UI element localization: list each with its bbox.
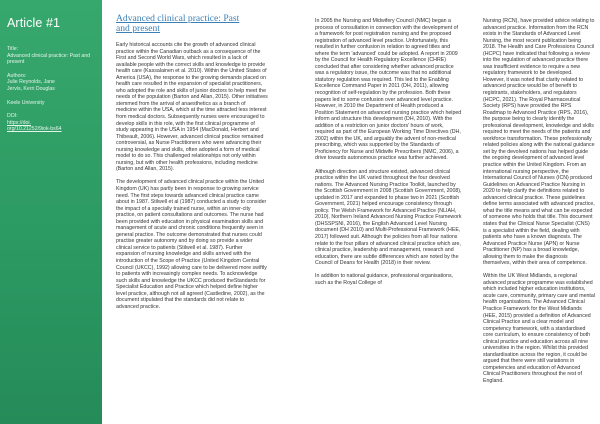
doi-meta bbox=[7, 113, 102, 133]
authors-line-1: Julie Reynolds, Jane bbox=[7, 79, 55, 86]
paragraph: Within the UK West Midlands, a regional advanced practice programme was established which included higher education institutions, acute care, community, primary care and mental health organisations. The Advanced Clinical Practice Framework for the West Midlands (HEE, 2015) provided a definition of Advanced Clinical Practice and a clear model and competency framework, with a standardised core curriculum, to ensure consistency of both clinical practice and education across all nine universities in the region. Whilst this provided standardisation across the region, it could be argued that there were still variations in competencies and education of Advanced Clinical Practitioners throughout the rest of England. bbox=[483, 273, 595, 385]
paragraph: Early historical accounts cite the growth of advanced clinical practice within the Canadian outback as a consequence of the First and Second World Wars, which resulted in a lack of available people with the correct skills and knowledge to provide health care (Kassalainen et al. 2010). Within the United States of America (USA), the response to the growing demands placed on health care resulted in the expansion of specialist practitioners, who adopted the role and skills of junior doctors to help meet the needs of the population (Barton and Allan, 2015). Other initiatives stemmed from the arrival of anaesthetics as a branch of medicine within the USA, which at the time attracted less interest from medical doctors. Subsequently nurses were encouraged to develop skills in this role, with the first clinical programme of study appearing in the USA in 1954 (MacDonald, Herbert and Thibeault, 2006). However, advanced clinical practice remained controversial, as Nurse Practitioners who were advancing their nursing knowledge and skills, often adopted a form of medical model to do so. This challenged relationships not only within nursing, but with other health professions, including medicine (Barton and Allan, 2015). bbox=[116, 42, 268, 173]
column-3 bbox=[483, 18, 595, 391]
column-2 bbox=[315, 18, 462, 293]
article-title-line-2: and present bbox=[116, 23, 160, 34]
title-meta bbox=[7, 46, 102, 66]
paragraph: In addition to national guidance, professional organisations, such as the Royal College of bbox=[315, 273, 454, 286]
authors-line-2: Jervis, Kerri Douglas bbox=[7, 85, 55, 92]
doi-link-line-2[interactable]: org/10.21252/9iok-bs64 bbox=[7, 126, 62, 133]
title-value: Advanced clinical practice: Past and present bbox=[7, 52, 91, 66]
affiliation: Keele University bbox=[7, 99, 45, 106]
paragraph: In 2005 the Nursing and Midwifery Council (NMC) began a process of consultation in connection with the development of a framework for post registration nursing and the proposed registration of advanced level practice. Unfortunately, this resulted in further confusion in relation to agreed titles and where the term 'advanced' could be adopted. A report in 2009 by the Council for Health Regulatory Excellence (CHRE) concluded that after considering whether advanced practice was a regulatory issue, the outcome was that no additional statutory regulation was required. This led to the Enabling Excellence Command Paper in 2011 (DH, 2011), allowing recognition of self-regulation by the profession. Both these papers led to some confusion over advanced level practice. However, in 2010 the Department of Health produced a Position Statement on advanced nursing practice which helped inform and structure this development (DH, 2010). With the addition of a restriction on junior doctors' hours of work, required as part of the European Working Time Directives (DH, 2002) within the UK, and arguably the advent of non-medical prescribing, which was supported by the Standards of Proficiency for Nurse and Midwife Prescribers (NMC, 2006), a drive towards autonomous practice was further achieved. bbox=[315, 18, 462, 162]
affiliation-meta bbox=[7, 100, 102, 107]
doi-label: DOI: bbox=[7, 113, 18, 120]
article-title bbox=[116, 14, 268, 34]
title-label: Title: bbox=[7, 46, 19, 52]
article-number: Article #1 bbox=[7, 16, 61, 30]
authors-meta bbox=[7, 73, 102, 93]
column-1 bbox=[116, 14, 268, 317]
paragraph: The development of advanced clinical practice within the United Kingdom (UK) has partly been in response to growing service need. The first steps towards advanced clinical practice came about in 1987. Stilwell et al (1987) conducted a study to consider the impact of a specially trained nurse, within an inner-city practice, on patient consultations and outcomes. The nurse had been provided with education in physical examination skills and management of acute and chronic conditions frequently seen in general practice. The outcome demonstrated that nurses could practise greater autonomy and by doing so provide a wider clinical service to patients (Stilwell et al. 1987). Further expansion of nursing knowledge and skills arrived with the introduction of the Scope of Practice (United Kingdom Central Council (UKCC), 1992) allowing care to be delivered more swiftly to patients with increasingly complex needs. To acknowledge such skills and knowledge the UKCC produced theStandards for Specialist Education and Practice which helped define higher level practice, although not all agreed (Castledine, 2002), as the document stipulated that the standards did not relate to advanced practice. bbox=[116, 179, 267, 310]
doi-link-line-1[interactable]: https://doi. bbox=[7, 119, 31, 126]
authors-label: Authors: bbox=[7, 72, 27, 79]
article-body bbox=[102, 0, 600, 424]
paragraph: Although direction and structure existed, advanced clinical practice within the UK varied throughout the four devolved nations. The Advanced Nursing Practice Toolkit, launched by the Scottish Government in 2008 (Scottish Government, 2008), updated in 2017 and expanded to phase two in 2021 (Scottish Government, 2021) helped encourage consistency through policy. The Welsh Framework for Advanced Practice (NLIAH, 2010), Northern Ireland Advanced Nursing Practice Framework (DHSSPSNI, 2016), the English Advanced Level Nursing document (DH 2010) and Multi-Professional Framework (HEE, 2017) followed suit. Although the policies from all four nations relate to the four pillars of advanced clinical practice which are, clinical practice, leadership and management, research and education, there are subtle differences which are noted by the Council of Deans for Health (2018) in their review. bbox=[315, 168, 462, 267]
sidebar bbox=[0, 0, 102, 424]
paragraph: Nursing (RCN), have provided advice relating to advanced practice. Information from the RCN exists in the Standards of Advanced Level Nursing, the most recent publication being 2018. The Health and Care Professions Council (HCPC) have indicated that following a review into the regulation of advanced practice there was insufficient evidence to require a new regulatory framework to be developed. However, it was noted that clarity related to advanced practice would be of benefit to registrants, stakeholders, and regulators (HCPC, 2021). The Royal Pharmaceutical Society (RPS) have provided the RPS Roadmap to Advanced Practice (RPS, 2016), the purpose being to clearly identify the professional development, knowledge and skills required to meet the needs of the patients and workforce transformation. These professionally related policies along with the national guidance set by the devolved nations has helped guide the ongoing development of advanced level practice within the United Kingdom. From an international nursing perspective, the International Council of Nurses (ICN) produced Guidelines on Advanced Practice Nursing in 2020 to help clarify the definitions related to advanced clinical practice. These guidelines define terms associated with advanced practice, what the title means and what can be expected of someone who holds that title. This document states that the Clinical Nurse Specialist (CNS) is a specialist within the field, dealing with patients who have a known diagnosis. The Advanced Practice Nurse (APN) or Nurse Practitioner (NP) has a broad knowledge, allowing them to make the diagnosis themselves, within their area of competence. bbox=[483, 18, 595, 267]
article-title-line-1: Advanced clinical practice: Past bbox=[116, 13, 240, 24]
